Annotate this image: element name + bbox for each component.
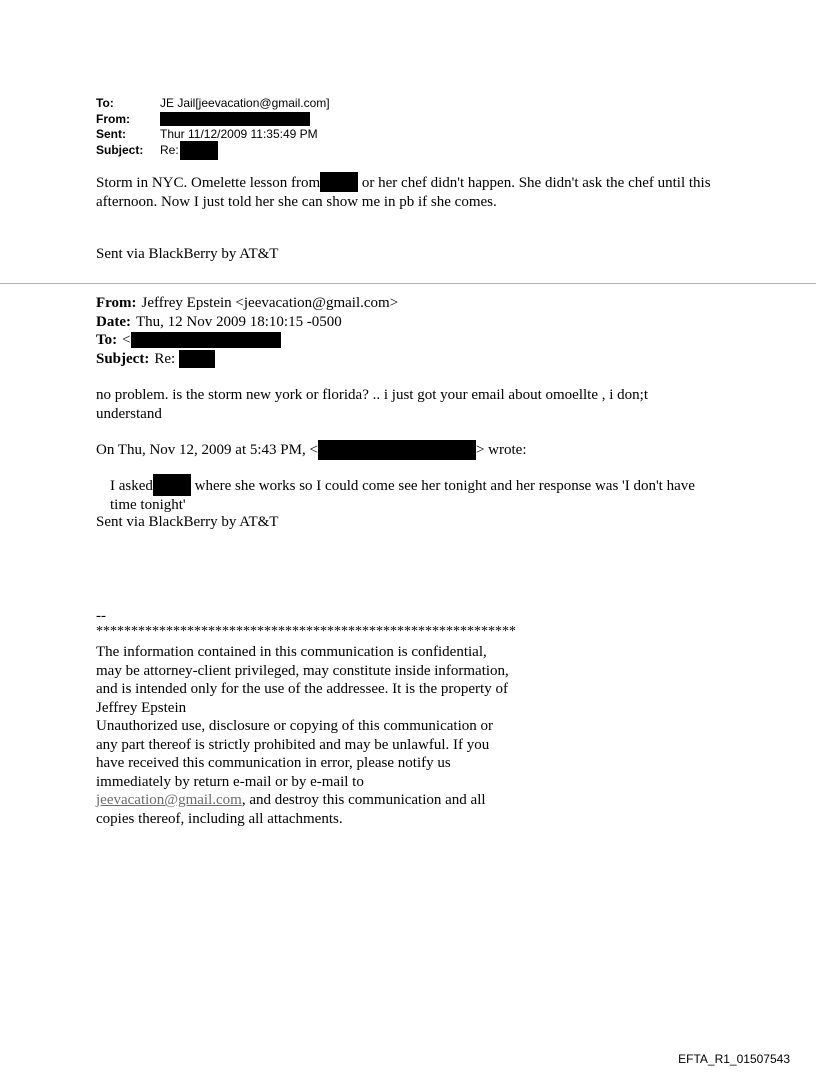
asterisk-divider: ************************************************************ bbox=[96, 624, 516, 639]
disclaimer-owner: Jeffrey Epstein bbox=[96, 699, 187, 716]
document-id: EFTA_R1_01507543 bbox=[678, 1052, 790, 1066]
redaction-box bbox=[320, 172, 358, 192]
message-1-text-b: or her chef didn't happen. She didn't ask the chef until this afternoon. Now I just told her she can show me in pb if she comes. bbox=[96, 175, 711, 210]
redaction-box bbox=[180, 141, 218, 160]
from-value: Jeffrey Epstein <jeevacation@gmail.com> bbox=[141, 295, 399, 311]
redaction-box bbox=[318, 440, 476, 460]
date-label: Date: bbox=[96, 313, 131, 330]
subject-value: Re: bbox=[154, 350, 176, 367]
subject-row bbox=[96, 350, 398, 369]
redaction-box bbox=[179, 350, 215, 368]
redaction-box bbox=[160, 112, 310, 126]
redaction-box bbox=[153, 474, 191, 496]
date-value: Thu, 12 Nov 2009 18:10:15 -0500 bbox=[135, 313, 342, 330]
quoted-message bbox=[110, 477, 710, 514]
disclaimer-text-c: , and destroy this communication and all copies thereof, including all attachments. bbox=[96, 792, 486, 827]
disclaimer-text-a: The information contained in this communication is confidential, may be attorney-client privileged, may constitute inside information, and is intended only for the use of the addressee. It is the property of bbox=[96, 644, 509, 697]
attribution-text-b: > wrote: bbox=[475, 442, 527, 458]
reply-attribution bbox=[96, 440, 526, 460]
to-value: JE Jail[jeevacation@gmail.com] bbox=[160, 96, 330, 110]
sent-value: Thur 11/12/2009 11:35:49 PM bbox=[160, 127, 318, 141]
confidentiality-disclaimer bbox=[96, 643, 516, 828]
to-row bbox=[96, 331, 398, 350]
to-value: < bbox=[122, 332, 131, 348]
message-1-body bbox=[96, 174, 736, 211]
from-row bbox=[96, 294, 398, 313]
from-label: From: bbox=[96, 111, 130, 126]
from-row bbox=[96, 112, 330, 128]
to-label: To: bbox=[96, 332, 118, 348]
quote-text-a: I asked bbox=[110, 478, 153, 494]
message-1-signature: Sent via BlackBerry by AT&T bbox=[96, 246, 279, 262]
quote-text-b: where she works so I could come see her tonight and her response was 'I don't have time tonight' bbox=[110, 478, 695, 513]
subject-label: Subject: bbox=[96, 350, 150, 367]
message-2-body: no problem. is the storm new york or florida? .. i just got your email about omoellte , i don;t understand bbox=[96, 387, 648, 422]
message-2-signature: Sent via BlackBerry by AT&T bbox=[96, 514, 279, 530]
disclaimer-text-b: Unauthorized use, disclosure or copying of this communication or any part thereof is strictly prohibited and may be unlawful. If you have received this communication in error, please notify us immediately by return e-mail or by e-mail to bbox=[96, 718, 493, 790]
email-header-1 bbox=[96, 96, 330, 158]
date-row bbox=[96, 313, 398, 332]
to-label: To: bbox=[96, 96, 114, 110]
subject-value: Re: bbox=[160, 142, 179, 157]
message-1-text-a: Storm in NYC. Omelette lesson from bbox=[96, 175, 321, 191]
email-link[interactable]: jeevacation@gmail.com bbox=[96, 792, 242, 808]
to-row bbox=[96, 96, 330, 112]
attribution-text-a: On Thu, Nov 12, 2009 at 5:43 PM, < bbox=[96, 442, 318, 458]
subject-label: Subject: bbox=[96, 142, 144, 157]
from-label: From: bbox=[96, 295, 137, 311]
subject-row bbox=[96, 143, 330, 159]
separator-line bbox=[0, 283, 816, 284]
email-header-2 bbox=[96, 294, 398, 368]
sent-label: Sent: bbox=[96, 127, 126, 141]
signature-dash: -- bbox=[96, 608, 106, 624]
redaction-box bbox=[131, 332, 281, 348]
